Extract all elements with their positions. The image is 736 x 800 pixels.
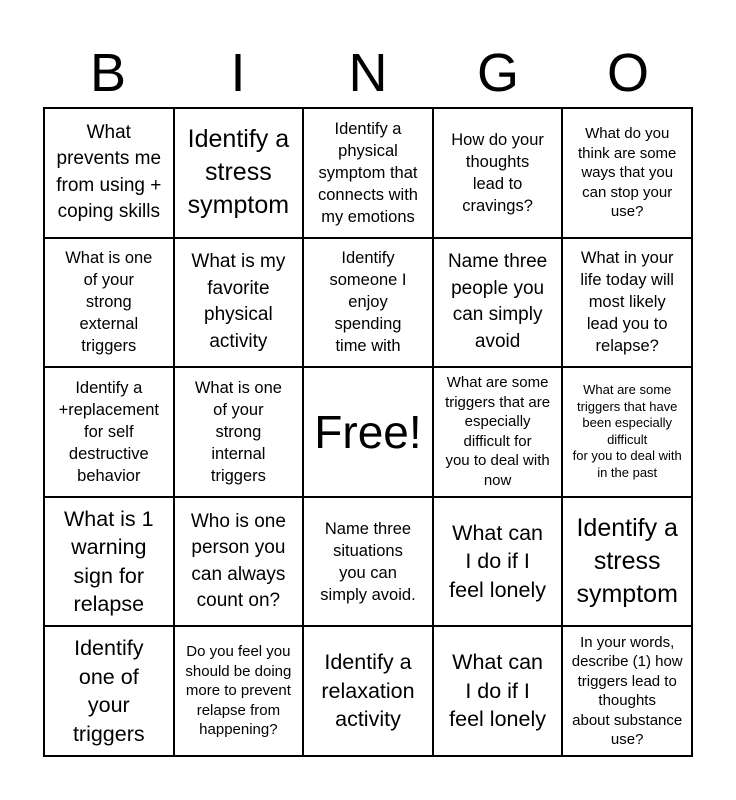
header-letter-i: I: [230, 43, 246, 103]
free-space-text: Free!: [314, 405, 422, 458]
cell-text: What is one of your strong external triggers: [65, 249, 153, 356]
cell-text: Do you feel you should be doing more to prevent relapse from happening?: [185, 643, 292, 739]
bingo-cell[interactable]: [44, 626, 174, 756]
cell-text: Identify a stress symptom: [576, 514, 678, 609]
cell-text: What do you think are some ways that you can stop your use?: [578, 125, 677, 221]
cell-text: Identify a stress symptom: [187, 125, 290, 220]
bingo-cell[interactable]: [562, 238, 692, 368]
cell-text: What can I do if I feel lonely: [449, 650, 546, 732]
cell-text: What in your life today will most likely lead you to relapse?: [580, 249, 674, 356]
cell-text: What is one of your strong internal triggers: [194, 378, 282, 485]
bingo-cell[interactable]: [562, 367, 692, 497]
cell-text: In your words, describe (1) how triggers lead to thoughts about substance use?: [571, 633, 683, 749]
bingo-cell[interactable]: [44, 367, 174, 497]
cell-text: How do your thoughts lead to cravings?: [451, 130, 544, 215]
header-letter-b: B: [89, 43, 127, 103]
bingo-cell[interactable]: [562, 626, 692, 756]
bingo-cell[interactable]: [174, 497, 304, 627]
cell-text: Who is one person you can always count on?: [190, 510, 286, 612]
cell-text: Identify a relaxation activity: [321, 650, 415, 732]
bingo-cell[interactable]: [433, 367, 563, 497]
bingo-card-grid: [43, 107, 693, 757]
cell-text: Name three people you can simply avoid: [447, 251, 548, 352]
bingo-cell[interactable]: [44, 497, 174, 627]
cell-text: Name three situations you can simply avoid.: [320, 519, 416, 604]
cell-text: What are some triggers that have been especially difficult for you to deal with in the past: [572, 382, 682, 480]
cell-text: What is 1 warning sign for relapse: [63, 506, 154, 617]
header-letter-g: G: [476, 43, 519, 103]
header-letter-n: N: [348, 43, 388, 103]
cell-text: What is my favorite physical activity: [191, 251, 286, 352]
bingo-cell[interactable]: [44, 238, 174, 368]
bingo-cell[interactable]: [174, 367, 304, 497]
cell-text: Identify a +replacement for self destructive behavior: [58, 378, 160, 485]
bingo-cell[interactable]: [44, 108, 174, 238]
bingo-cell[interactable]: [303, 108, 433, 238]
bingo-cell[interactable]: [303, 497, 433, 627]
header-letter-o: O: [606, 43, 649, 103]
bingo-cell[interactable]: [433, 238, 563, 368]
bingo-cell[interactable]: [303, 626, 433, 756]
cell-text: What prevents me from using + coping skills: [56, 121, 162, 223]
bingo-cell[interactable]: [303, 238, 433, 368]
cell-text: What are some triggers that are especially difficult for you to deal with now: [445, 374, 551, 489]
cell-text: Identify someone I enjoy spending time with: [329, 249, 407, 356]
bingo-cell[interactable]: [433, 626, 563, 756]
bingo-cell[interactable]: [562, 497, 692, 627]
bingo-cell[interactable]: [562, 108, 692, 238]
cell-text: What can I do if I feel lonely: [449, 520, 546, 602]
bingo-header: [43, 40, 693, 106]
bingo-cell[interactable]: [433, 108, 563, 238]
bingo-cell[interactable]: [433, 497, 563, 627]
bingo-cell[interactable]: [174, 108, 304, 238]
bingo-cell[interactable]: [174, 238, 304, 368]
free-space-cell[interactable]: [303, 367, 433, 497]
cell-text: Identify a physical symptom that connects with my emotions: [318, 119, 418, 226]
bingo-cell[interactable]: [174, 626, 304, 756]
cell-text: Identify one of your triggers: [72, 636, 145, 746]
